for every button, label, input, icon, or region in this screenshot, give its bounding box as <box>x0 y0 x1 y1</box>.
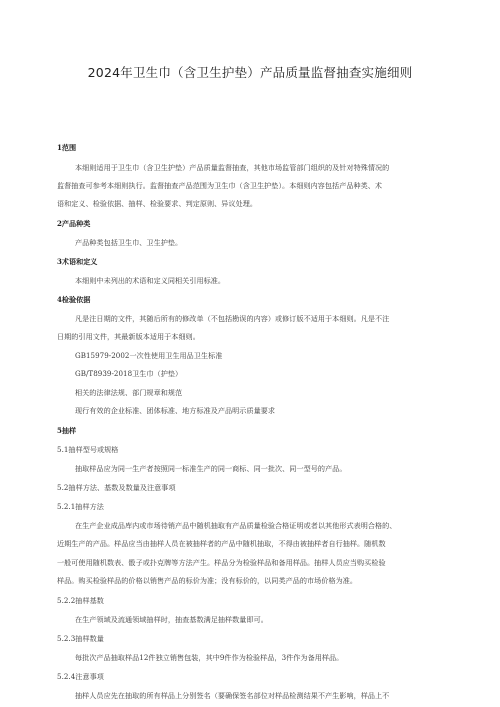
standard-reference: GB/T8939-2018卫生巾（护垫） <box>75 369 183 378</box>
paragraph-line: 语和定义、检验依据、抽样、检验要求、判定原则、异议处理。 <box>57 199 258 208</box>
paragraph-line: 本细则适用于卫生巾（含卫生护垫）产品质量监督抽查，其他市场监管部门组织的及针对特殊情况的 <box>75 163 390 172</box>
section-heading-sampling: 5抽样 <box>57 426 77 435</box>
subsection-heading: 5.2.2抽样基数 <box>57 596 104 605</box>
subsection-heading: 5.1抽样型号或规格 <box>57 445 119 454</box>
subsection-heading: 5.2抽样方法、基数及数量及注意事项 <box>57 483 176 492</box>
section-heading-product-types: 2产品种类 <box>57 219 91 228</box>
paragraph-line: 抽取样品应为同一生产者按照同一标准生产的同一商标、同一批次、同一型号的产品。 <box>75 464 347 473</box>
subsection-heading: 5.2.4注意事项 <box>57 672 104 681</box>
standard-reference: GB15979-2002一次性使用卫生用品卫生标准 <box>75 351 223 360</box>
paragraph-line: 日期的引用文件，其最新版本适用于本细则。 <box>57 332 200 341</box>
paragraph-line: 近期生产的产品。样品应当由抽样人员在被抽样者的产品中随机抽取，不得由被抽样者自行抽样。随机数 <box>57 539 386 548</box>
standard-reference: 相关的法律法规、部门规章和规范 <box>75 388 183 397</box>
paragraph-line: 每批次产品抽取样品12件独立销售包装，其中9件作为检验样品，3件作为备用样品。 <box>75 653 344 662</box>
section-heading-basis: 4检验依据 <box>57 295 91 304</box>
paragraph-line: 凡是注日期的文件，其随后所有的修改单（不包括勘误的内容）或修订版不适用于本细则。凡是不注 <box>75 314 390 323</box>
document-title: 2024年卫生巾（含卫生护垫）产品质量监督抽查实施细则 <box>87 65 413 80</box>
paragraph-line: 产品种类包括卫生巾、卫生护垫。 <box>75 238 183 247</box>
subsection-heading: 5.2.3抽样数量 <box>57 634 104 643</box>
paragraph-line: 监督抽查可参考本细则执行。监督抽查产品范围为卫生巾（含卫生护垫）。本细则内容包括产品种类、术 <box>57 181 383 190</box>
paragraph-line: 抽样人员应先在抽取的所有样品上分别签名（要确保签名部位对样品检测结果不产生影响，样品上不 <box>75 691 390 700</box>
section-heading-scope: 1范围 <box>57 143 77 152</box>
paragraph-line: 在生产领域及流通领域抽样时，抽查基数满足抽样数量即可。 <box>75 615 268 624</box>
section-heading-terms: 3术语和定义 <box>57 257 98 266</box>
paragraph-line: 一般可使用随机数表、骰子或扑克牌等方法产生。样品分为检验样品和备用样品。抽样人员应当购买检验 <box>57 558 386 567</box>
paragraph-line: 样品。购买检验样品的价格以销售产品的标价为准；没有标价的，以同类产品的市场价格为准。 <box>57 576 358 585</box>
subsection-heading: 5.2.1抽样方法 <box>57 502 104 511</box>
paragraph-line: 本细则中未列出的术语和定义同相关引用标准。 <box>75 276 226 285</box>
standard-reference: 现行有效的企业标准、团体标准、地方标准及产品明示质量要求 <box>75 406 276 415</box>
paragraph-line: 在生产企业成品库内或市场待销产品中随机抽取有产品质量检验合格证明或者以其他形式表明合格的、 <box>75 521 397 530</box>
